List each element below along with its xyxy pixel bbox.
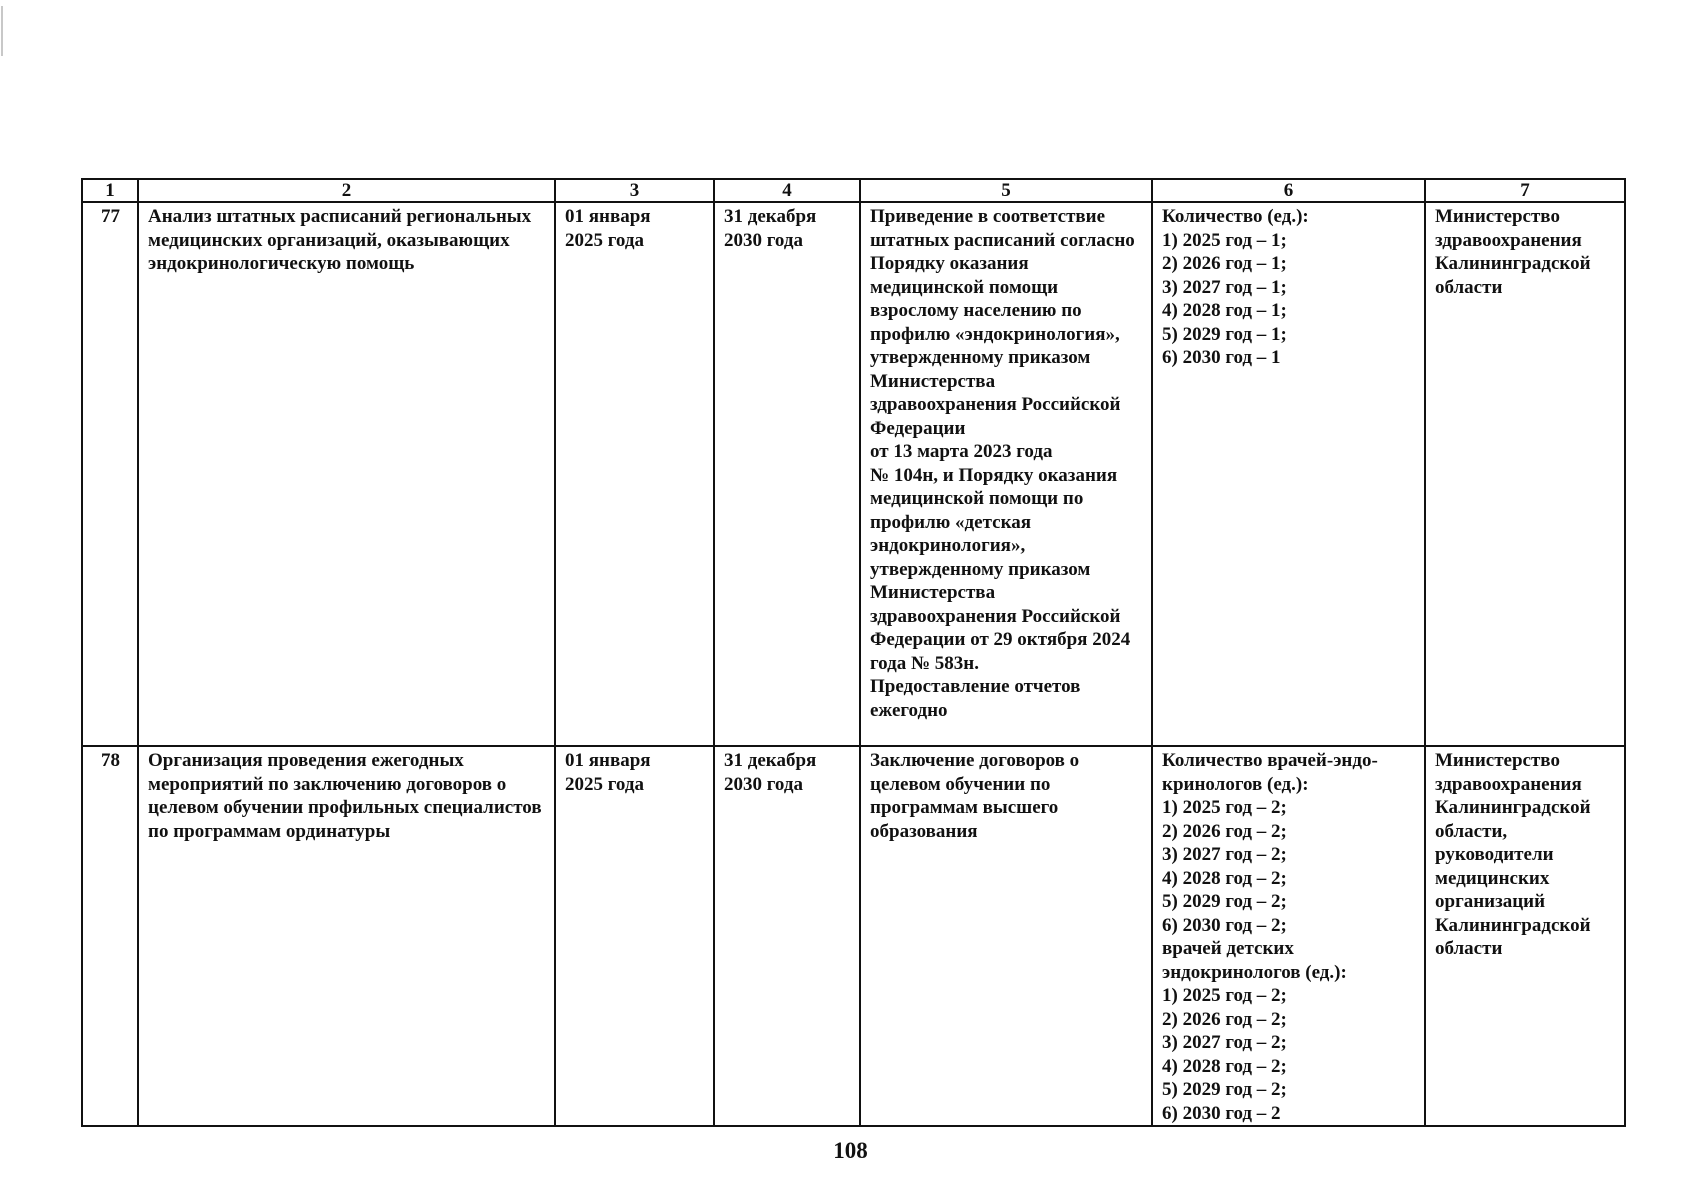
start-date-cell: 01 января 2025 года [555, 202, 714, 746]
column-number: 7 [1425, 179, 1625, 202]
indicator-cell: Количество (ед.): 1) 2025 год – 1; 2) 2026 год – 1; 3) 2027 год – 1; 4) 2028 год – 1; 5) 2029 год – 1; 6) 2030 год – 1 [1152, 202, 1425, 746]
column-number: 3 [555, 179, 714, 202]
column-number-row [82, 179, 1625, 202]
column-number: 5 [860, 179, 1152, 202]
column-number: 1 [82, 179, 138, 202]
responsible-cell: Министерство здравоохранения Калининградской области [1425, 202, 1625, 746]
page-number: 108 [833, 1138, 868, 1163]
end-date-cell: 31 декабря 2030 года [714, 202, 860, 746]
activity-cell: Анализ штатных расписаний региональных медицинских организаций, оказывающих эндокринологическую помощь [138, 202, 555, 746]
plan-table [81, 178, 1626, 1127]
row-number-cell: 78 [82, 746, 138, 1126]
result-cell: Приведение в соответствие штатных расписаний согласно Порядку оказания медицинской помощи взрослому населению по профилю «эндокринология», утвержденному приказом Министерства здравоохранения Российской Федерации от 13 марта 2023 года № 104н, и Порядку оказания медицинской помощи по профилю «детская эндокринология», утвержденному приказом Министерства здравоохранения Российской Федерации от 29 октября 2024 года № 583н. Предоставление отчетов ежегодно [860, 202, 1152, 746]
column-number: 4 [714, 179, 860, 202]
activity-cell: Организация проведения ежегодных мероприятий по заключению договоров о целевом обучении профильных специалистов по программам ординатуры [138, 746, 555, 1126]
end-date-cell: 31 декабря 2030 года [714, 746, 860, 1126]
scan-edge-mark [1, 6, 3, 56]
row-number-cell: 77 [82, 202, 138, 746]
table-row [82, 202, 1625, 746]
column-number: 6 [1152, 179, 1425, 202]
table-row [82, 746, 1625, 1126]
responsible-cell: Министерство здравоохранения Калининградской области, руководители медицинских организаций Калининградской области [1425, 746, 1625, 1126]
indicator-cell: Количество врачей-эндо-кринологов (ед.): 1) 2025 год – 2; 2) 2026 год – 2; 3) 2027 год – 2; 4) 2028 год – 2; 5) 2029 год – 2; 6) 2030 год – 2; врачей детских эндокринологов (ед.): 1) 2025 год – 2; 2) 2026 год – 2; 3) 2027 год – 2; 4) 2028 год – 2; 5) 2029 год – 2; 6) 2030 год – 2 [1152, 746, 1425, 1126]
column-number: 2 [138, 179, 555, 202]
start-date-cell: 01 января 2025 года [555, 746, 714, 1126]
result-cell: Заключение договоров о целевом обучении по программам высшего образования [860, 746, 1152, 1126]
